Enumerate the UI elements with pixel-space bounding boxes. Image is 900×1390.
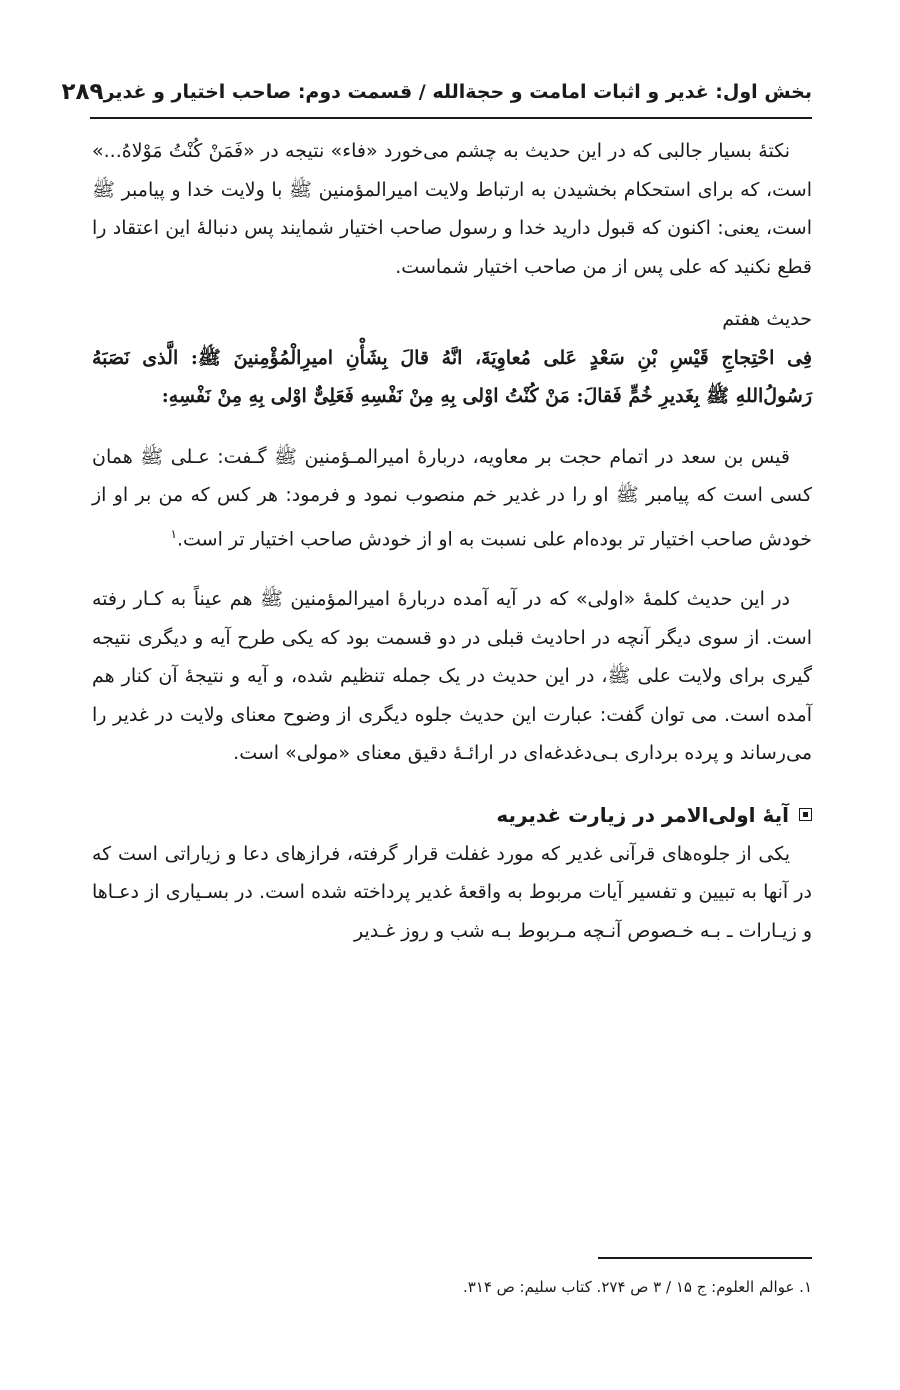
page-number: ۲۸۹ [61, 79, 104, 105]
arabic-quote: فِی احْتِجاجِ قَیْسِ بْنِ سَعْدٍ عَلی مُعاوِیَةَ، انَّهُ قالَ بِشَأْنِ امیرِالْمُؤْمِنینَ ﷺ: الَّذی نَصَبَهُ رَسُولُ‌اللهِ ﷺ بِغَدیرِ خُمٍّ فَقالَ: مَنْ کُنْتُ اوْلی بِهِ مِنْ نَفْسِهِ فَعَلِیٌّ اوْلی بِهِ مِنْ نَفْسِهِ: [92, 346, 812, 407]
header-rule [90, 117, 812, 119]
square-bullet-icon [799, 808, 812, 821]
running-title: بخش اول: غدیر و اثبات امامت و حجةالله / قسمت دوم: صاحب اختیار و غدیر [103, 81, 812, 103]
page-header [61, 72, 812, 112]
section-heading [92, 795, 812, 835]
footnote-rule [598, 1257, 812, 1259]
paragraph-2-text: قیس بن سعد در اتمام حجت بر معاویه، دربارۀ امیرالمـؤمنین ﷺ گـفت: عـلی ﷺ همان کسی است که پیامبر ﷺ او را در غدیر خم منصوب نمود و فرمود: هر کس که من بر او از خودش صاحب اختیار تر بوده‌ام علی نسبت به او از خودش صاحب اختیار تر است. [92, 445, 812, 550]
page-content [92, 132, 812, 950]
section-heading-text: آیۀ اولی‌الامر در زیارت غدیریه [496, 802, 789, 827]
footnote-ref: ۱ [170, 526, 177, 541]
paragraph-1: نکتۀ بسیار جالبی که در این حدیث به چشم می‌خورد «فاء» نتیجه در «فَمَنْ کُنْتُ مَوْلاهُ...» است، که برای استحکام بخشیدن به ارتباط ولایت امیرالمؤمنین ﷺ با ولایت خدا و پیامبر ﷺ است، یعنی: اکنون که قبول دارید خدا و رسول صاحب اختیار شمایند پس دنبالۀ این اعتقاد را قطع نکنید که علی پس از من صاحب اختیار شماست. [92, 140, 812, 278]
paragraph-3: در این حدیث کلمۀ «اولی» که در آیه آمده دربارۀ امیرالمؤمنین ﷺ هم عیناً به کـار رفته است. از سوی دیگر آنچه در احادیث قبلی در دو قسمت بود که یکی طرح آیه و دیگری نتیجه گیری برای ولایت علی ﷺ، در این حدیث در یک جمله تنظیم شده، و آیه و نتیجۀ آن کنار هم آمده است. می توان گفت: عبارت این حدیث جلوه دیگری از وضوح معنای ولایت در غدیر را می‌رساند و پرده برداری بـی‌دغدغه‌ای در ارائـۀ دقیق معنای «مولی» است. [92, 588, 812, 765]
footnote: ۱. عوالم العلوم: ج ۱۵ / ۳ ص ۲۷۴. کتاب سلیم: ص ۳۱۴. [462, 1278, 812, 1296]
paragraph-4: یکی از جلوه‌های قرآنی غدیر که مورد غفلت قرار گرفته، فرازهای دعا و زیاراتی است که در آنها به تبیین و تفسیر آیات مربوط به واقعۀ غدیر پرداخته شده است. در بسـیاری از دعـاها و زیـارات ـ بـه خـصوص آنـچه مـربوط بـه شب و روز غـدیر [92, 842, 812, 942]
paragraph-2 [92, 438, 812, 559]
hadith-heading: حدیث هفتم [722, 308, 812, 330]
